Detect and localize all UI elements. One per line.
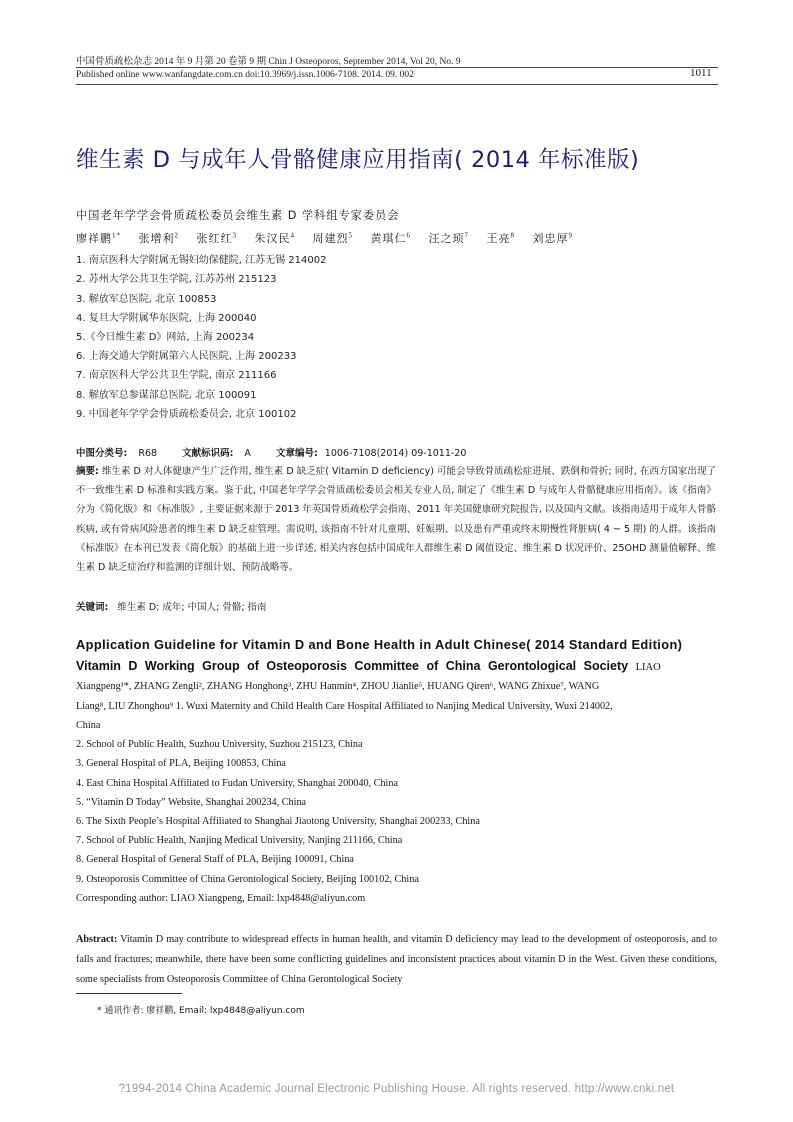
affiliation-cn: 5.《今日维生素 D》网站, 上海 200234 (76, 332, 255, 343)
english-authors-line: Liang⁸, LIU Zhonghou⁹ 1. Wuxi Maternity and Child Health Care Hospital Affiliated to Nanjing Medical University, Wuxi 214002, (76, 701, 613, 712)
author: 朱汉民$^4$ (254, 231, 295, 245)
copyright-watermark: ?1994-2014 China Academic Journal Electronic Publishing House. All rights reserved. http://www.cnki.net (118, 1083, 675, 1095)
corresponding-author: Corresponding author: LIAO Xiangpeng, Email: lxp4848@aliyun.com (76, 893, 366, 904)
author-group: 中国老年学学会骨质疏松委员会维生素 D 学科组专家委员会 (76, 209, 400, 222)
author-list (76, 230, 587, 246)
affiliation-cn: 3. 解放军总医院, 北京 100853 (76, 294, 217, 305)
author: 黄琪仁$^6$ (370, 231, 411, 245)
footnote-rule (76, 993, 182, 994)
clc-label: 中图分类号: (76, 448, 128, 459)
affiliation-en: 2. School of Public Health, Suzhou University, Suzhou 215123, China (76, 739, 363, 750)
author: 张红红$^3$ (196, 231, 237, 245)
abstract-en-text: Vitamin D may contribute to widespread effects in human health, and vitamin D deficiency may lead to the development of osteoporosis, and to falls and fractures; meanwhile, there have been some conflicting guidelines and inconsistent practices about vitamin D in the West. Given these conditions, some specialists from Osteoporosis Committee of China Gerontological Society (76, 934, 717, 986)
author: 周建烈$^5$ (312, 231, 353, 245)
abstract-cn (76, 462, 716, 577)
clc-value: R68 (138, 448, 158, 459)
affiliation-cn: 8. 解放军总参谋部总医院, 北京 100091 (76, 390, 257, 401)
affiliation-cn: 6. 上海交通大学附属第六人民医院, 上海 200233 (76, 351, 297, 362)
keywords-cn-text: 维生素 D; 成年; 中国人; 骨骼; 指南 (117, 602, 267, 613)
article-no-value: 1006-7108(2014) 09-1011-20 (324, 448, 467, 459)
abstract-en (76, 930, 717, 991)
header-doi-line: Published online www.wanfangdate.com.cn doi:10.3969/j.issn.1006-7108. 2014. 09. 002 (76, 70, 414, 80)
keywords-cn (76, 599, 267, 613)
doc-code-label: 文献标识码: (182, 448, 234, 459)
affiliation-cn: 4. 复旦大学附属华东医院, 上海 200040 (76, 313, 257, 324)
article-no-label: 文章编号: (275, 448, 318, 459)
affiliation-cn: 2. 苏州大学公共卫生学院, 江苏苏州 215123 (76, 274, 277, 285)
footnote: * 通讯作者: 廖祥鹏, Email: lxp4848@aliyun.com (97, 1006, 305, 1016)
author: 刘忠厚$^9$ (532, 231, 573, 245)
abstract-cn-label: 摘要: (76, 466, 99, 477)
abstract-en-label: Abstract: (76, 934, 118, 945)
author: 汪之顼$^7$ (428, 231, 469, 245)
header-rule (76, 67, 718, 68)
affiliation-en: 5. “Vitamin D Today” Website, Shanghai 200234, China (76, 797, 307, 808)
english-title: Application Guideline for Vitamin D and Bone Health in Adult Chinese( 2014 Standard Edition) (76, 637, 683, 652)
header-rule-bottom (76, 84, 718, 85)
english-author-start: LIAO (635, 662, 661, 673)
affiliation-cn: 7. 南京医科大学公共卫生学院, 南京 211166 (76, 370, 277, 381)
english-group-name: Vitamin D Working Group of Osteoporosis Committee of China Gerontological Society (76, 659, 629, 673)
english-authors-line: Xiangpeng¹*, ZHANG Zengli², ZHANG Honghong³, ZHU Hanmin⁴, ZHOU Jianlie⁵, HUANG Qiren⁶, WANG Zhixue⁷, WANG (76, 681, 600, 692)
affiliation-en: 4. East China Hospital Affiliated to Fudan University, Shanghai 200040, China (76, 778, 399, 789)
affiliation-cn: 1. 南京医科大学附属无锡妇幼保健院, 江苏无锡 214002 (76, 255, 327, 266)
affiliation-en: 8. General Hospital of General Staff of PLA, Beijing 100091, China (76, 854, 354, 865)
abstract-cn-text: 维生素 D 对人体健康产生广泛作用, 维生素 D 缺乏症( Vitamin D deficiency) 可能会导致骨质疏松症进展、跌倒和骨折; 同时, 在西方国家出现了不一致维生素 D 标准和实践方案。鉴于此, 中国老年学学会骨质疏松委员会相关专业人员, 制定了《维生素 D 与成年人骨骼健康应用指南》。该《指南》分为《简化版》和《标准版》, 主要证据来源于 2013 年英国骨质疏松学会指南、2011 年美国健康研究院报告, 以及国内文献。该指南适用于成年人骨骼疾病, 或有骨病风险患者的维生素 D 缺乏症管理。需说明, 该指南不针对儿童期、妊娠期、以及患有严重或终末期慢性肾脏病( 4 ~ 5 期) 的人群。该指南《标准版》在本刊已发表《简化版》的基础上进一步详述, 相关内容包括中国成年人群维生素 D 阈值设定、维生素 D 状况评价、25OHD 测量值解释、维生素 D 缺乏症治疗和监测的详细计划、预防战略等。 (76, 466, 716, 574)
english-group (76, 659, 661, 673)
paper-title: 维生素 D 与成年人骨骼健康应用指南( 2014 年标准版) (76, 147, 640, 173)
affiliation-en: 6. The Sixth People’s Hospital Affiliated to Shanghai Jiaotong University, Shanghai 200233, China (76, 816, 480, 827)
english-authors-line: China (76, 720, 101, 731)
affiliation-en: 3. General Hospital of PLA, Beijing 100853, China (76, 758, 286, 769)
keywords-cn-label: 关键词: (76, 602, 109, 613)
header-journal-line: 中国骨质疏松杂志 2014 年 9 月第 20 卷第 9 期 Chin J Osteoporos, September 2014, Vol 20, No. 9 (76, 57, 461, 67)
author: 廖祥鹏$^{1*}$ (76, 231, 121, 245)
affiliation-cn: 9. 中国老年学学会骨质疏松委员会, 北京 100102 (76, 409, 297, 420)
affiliation-en: 9. Osteoporosis Committee of China Gerontological Society, Beijing 100102, China (76, 874, 419, 885)
affiliation-en: 7. School of Public Health, Nanjing Medical University, Nanjing 211166, China (76, 835, 403, 846)
author: 张增利$^2$ (138, 231, 179, 245)
page-number: 1011 (690, 67, 712, 79)
author: 王亮$^8$ (486, 231, 515, 245)
classification-meta (76, 445, 466, 459)
doc-code-value: A (244, 448, 251, 459)
